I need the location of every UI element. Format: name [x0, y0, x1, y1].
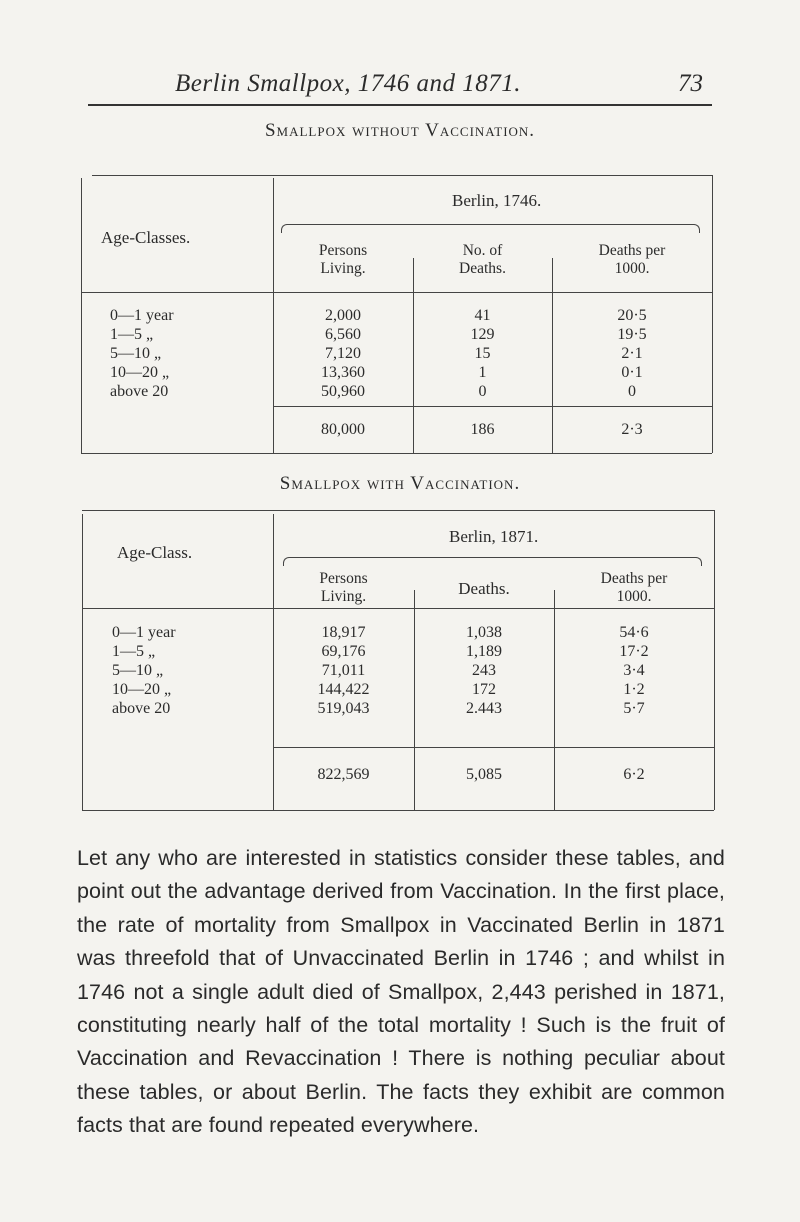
table2-total-rate: 6·2	[623, 766, 645, 783]
table-cell-persons: 144,422	[317, 681, 370, 698]
table1-caption: Smallpox without Vaccination.	[264, 120, 536, 141]
table-cell-age: above 20	[110, 383, 169, 400]
table1-group-header: Berlin, 1746.	[452, 191, 542, 210]
table-cell-rate: 1·2	[623, 681, 645, 698]
table-cell-deaths: 172	[472, 681, 496, 698]
header-line: 1000.	[614, 260, 650, 277]
page-number: 73	[678, 70, 703, 97]
table-cell-deaths: 0	[478, 383, 487, 400]
table2-total-rule	[273, 747, 714, 748]
table2-caption: Smallpox with Vaccination.	[279, 473, 521, 494]
table2-deaths-column	[414, 623, 554, 718]
table2-col-persons-header	[273, 570, 414, 606]
table2-brace	[293, 557, 691, 566]
table-cell-rate: 19·5	[617, 326, 647, 343]
table-cell-rate: 54·6	[619, 624, 649, 641]
table-cell-deaths: 243	[472, 662, 496, 679]
table1-total-persons: 80,000	[321, 421, 365, 438]
table-cell-persons: 2,000	[325, 307, 361, 324]
table-cell-age: 0—1 year	[110, 307, 174, 324]
table-cell-deaths: 2.443	[466, 700, 502, 717]
table-cell-age: 1—5 „	[110, 326, 154, 343]
running-head-title: Berlin Smallpox, 1746 and 1871.	[175, 70, 522, 97]
table2-top-rule	[82, 510, 714, 511]
table2-rate-column	[554, 623, 714, 718]
table-cell-rate: 20·5	[617, 307, 647, 324]
table-cell-persons: 519,043	[317, 700, 370, 717]
header-line: Deaths per	[600, 570, 668, 587]
table2-header-rule	[82, 608, 714, 609]
header-line: Deaths.	[458, 579, 510, 598]
table-cell-rate: 5·7	[623, 700, 645, 717]
table1-age-header: Age-Classes.	[101, 228, 191, 247]
header-line: No. of	[462, 242, 503, 259]
table-cell-deaths: 1,189	[466, 643, 502, 660]
table-cell-deaths: 1	[478, 364, 487, 381]
table-cell-persons: 13,360	[321, 364, 365, 381]
table-cell-persons: 7,120	[325, 345, 361, 362]
table-cell-rate: 0·1	[621, 364, 643, 381]
header-line: 1000.	[616, 588, 652, 605]
table-cell-persons: 50,960	[321, 383, 365, 400]
table2-persons-column	[273, 623, 414, 718]
table-cell-age: 0—1 year	[112, 624, 176, 641]
table-cell-persons: 71,011	[321, 662, 366, 679]
table2-age-column	[112, 623, 176, 718]
table1-total-rate: 2·3	[621, 421, 643, 438]
table-cell-deaths: 15	[474, 345, 491, 362]
table-cell-rate: 2·1	[621, 345, 643, 362]
table-cell-deaths: 1,038	[466, 624, 502, 641]
table-cell-deaths: 41	[474, 307, 491, 324]
table2-age-header: Age-Class.	[117, 543, 193, 562]
table2-brace-right	[691, 557, 702, 566]
table-cell-age: above 20	[112, 700, 171, 717]
table2-bottom-rule	[82, 810, 714, 811]
body-paragraph: Let any who are interested in statistics consider these tables, and point out the advantage derived from Vaccination. In the first place, the rate of mortality from Smallpox in Vaccinated Berlin in 1871 was threefold that of Unvaccinated Berlin in 1746 ; and whilst in 1746 not a single adult died of Smallpox, 2,443 perished in 1871, constituting nearly half of the total mortality ! Such is the fruit of Vaccination and Revaccination ! There is nothing peculiar about these tables, or about Berlin. The facts they exhibit are common facts that are found repeated everywhere.	[77, 846, 725, 1138]
table2-left-rule	[82, 514, 83, 810]
table2-total-deaths: 5,085	[466, 766, 502, 783]
table-cell-rate: 0	[628, 383, 636, 400]
table-cell-persons: 69,176	[321, 643, 366, 660]
header-line: Deaths per	[598, 242, 666, 259]
header-line: Persons	[319, 570, 368, 587]
table2-col-rate-header	[554, 570, 714, 606]
table-cell-deaths: 129	[470, 326, 495, 343]
table2-col-deaths-header	[414, 580, 554, 598]
table-cell-persons: 6,560	[325, 326, 361, 343]
table2-right-rule	[714, 510, 715, 810]
header-line: Living.	[320, 588, 367, 605]
table-cell-age: 10—20 „	[112, 681, 172, 698]
table-cell-age: 1—5 „	[112, 643, 156, 660]
table-cell-persons: 18,917	[321, 624, 366, 641]
table-cell-age: 5—10 „	[112, 662, 164, 679]
header-line: Deaths.	[459, 260, 506, 277]
table-cell-rate: 17·2	[619, 643, 649, 660]
header-line: Persons	[318, 242, 368, 259]
table-cell-age: 5—10 „	[110, 345, 162, 362]
table2-total-persons: 822,569	[317, 766, 370, 783]
table-cell-age: 10—20 „	[110, 364, 170, 381]
table2-group-header: Berlin, 1871.	[449, 527, 539, 546]
table1-total-deaths: 186	[470, 421, 495, 438]
table-cell-rate: 3·4	[623, 662, 645, 679]
header-line: Living.	[320, 260, 366, 277]
